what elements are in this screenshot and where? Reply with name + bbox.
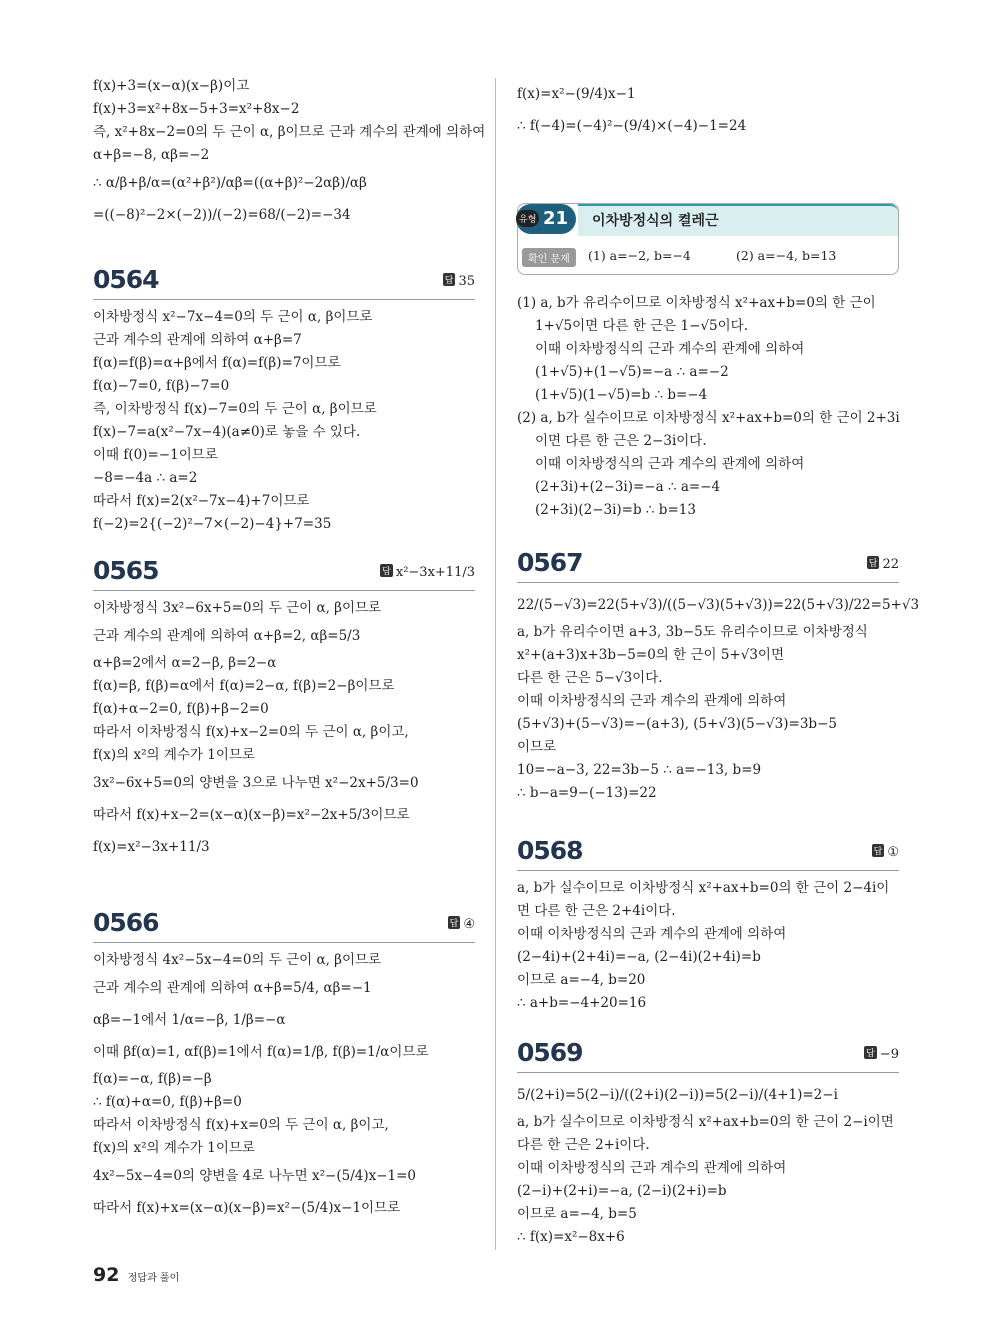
- solution-line: x²+(a+3)x+3b−5=0의 한 근이 5+√3이면: [517, 647, 784, 663]
- solution-line: 이차방정식 3x²−6x+5=0의 두 근이 α, β이므로: [93, 600, 382, 616]
- solution-line: (2+3i)(2−3i)=b ∴ b=13: [535, 502, 696, 518]
- problem-header: [517, 548, 899, 583]
- solution-line: f(x)=x²−(9/4)x−1: [517, 86, 636, 102]
- solution-line: ∴ f(−4)=(−4)²−(9/4)×(−4)−1=24: [517, 118, 747, 134]
- problem-0567: [517, 548, 920, 805]
- problem-number: 0564: [93, 265, 159, 294]
- type-tag: 유형: [516, 210, 539, 227]
- solution-line: 다른 한 근은 5−√3이다.: [517, 670, 663, 686]
- type-21-solution: [517, 292, 899, 522]
- solution-line: f(α)=β, f(β)=α에서 f(α)=2−α, f(β)=2−β이므로: [93, 678, 395, 694]
- answer-value: 35: [458, 274, 475, 289]
- solution-line: 이므로: [517, 739, 557, 755]
- type-number: 21: [516, 204, 576, 234]
- solution-line: αβ=−1에서 1/α=−β, 1/β=−α: [93, 1012, 286, 1028]
- footer-label: 정답과 풀이: [127, 1273, 180, 1284]
- solution-line: (2+3i)+(2−3i)=−a ∴ a=−4: [535, 479, 721, 495]
- solution-line: 따라서 f(x)+x=(x−α)(x−β)=x²−(5/4)x−1이므로: [93, 1200, 401, 1216]
- check-answer-2: (2) a=−4, b=13: [736, 248, 837, 263]
- solution-line: α+β=−8, αβ=−2: [93, 147, 210, 163]
- type-title: 이차방정식의 켤레근: [578, 204, 898, 236]
- solution-line: f(x)+3=(x−α)(x−β)이고: [93, 78, 250, 94]
- problem-number: 0566: [93, 908, 159, 937]
- solution-line: =((−8)²−2×(−2))/(−2)=68/(−2)=−34: [93, 207, 351, 223]
- solution-line: 4x²−5x−4=0의 양변을 4로 나누면 x²−(5/4)x−1=0: [93, 1168, 417, 1184]
- problem-0569: [517, 1038, 899, 1249]
- solution-line: ∴ f(x)=x²−8x+6: [517, 1229, 625, 1245]
- solution-line: (2−4i)+(2+4i)=−a, (2−4i)(2+4i)=b: [517, 949, 761, 965]
- answer-value: ①: [887, 845, 899, 860]
- problem-header: [93, 908, 475, 943]
- solution-line: 근과 계수의 관계에 의하여 α+β=2, αβ=5/3: [93, 628, 361, 644]
- solution-line: f(α)−7=0, f(β)−7=0: [93, 378, 230, 394]
- solution-line: f(x)=x²−3x+11/3: [93, 839, 210, 855]
- solution-line: ∴ b−a=9−(−13)=22: [517, 785, 657, 801]
- solution-line: a, b가 유리수이면 a+3, 3b−5도 유리수이므로 이차방정식: [517, 624, 868, 640]
- solution-line: 근과 계수의 관계에 의하여 α+β=7: [93, 332, 302, 348]
- solution-line: f(−2)=2{(−2)²−7×(−2)−4}+7=35: [93, 516, 332, 532]
- solution-line: (2−i)+(2+i)=−a, (2−i)(2+i)=b: [517, 1183, 727, 1199]
- answer-value: ④: [463, 917, 475, 932]
- solution-line: 이므로 a=−4, b=20: [517, 972, 646, 988]
- problem-0568: [517, 836, 899, 1015]
- solution-line: 이때 이차방정식의 근과 계수의 관계에 의하여: [517, 1160, 787, 1176]
- solution-line: ∴ α/β+β/α=(α²+β²)/αβ=((α+β)²−2αβ)/αβ: [93, 175, 367, 191]
- solution-line: (2) a, b가 실수이므로 이차방정식 x²+ax+b=0의 한 근이 2+3i: [517, 410, 900, 426]
- problem-0564: [93, 265, 475, 536]
- solution-line: 1+√5이면 다른 한 근은 1−√5이다.: [535, 318, 749, 334]
- solution-line: a, b가 실수이므로 이차방정식 x²+ax+b=0의 한 근이 2−i이면: [517, 1114, 894, 1130]
- solution-line: (5+√3)+(5−√3)=−(a+3), (5+√3)(5−√3)=3b−5: [517, 716, 837, 732]
- solution-line: 22/(5−√3)=22(5+√3)/((5−√3)(5+√3))=22(5+√3)/22=5+√3: [517, 597, 920, 613]
- answer: [448, 916, 475, 932]
- solution-line: 이므로 a=−4, b=5: [517, 1206, 637, 1222]
- column-divider: [495, 78, 496, 1250]
- answer-badge: 답: [867, 556, 880, 569]
- problem-number: 0568: [517, 836, 583, 865]
- solution-line: a, b가 실수이므로 이차방정식 x²+ax+b=0의 한 근이 2−4i이: [517, 880, 890, 896]
- solution-line: 이면 다른 한 근은 2−3i이다.: [535, 433, 707, 449]
- solution-line: 이때 이차방정식의 근과 계수의 관계에 의하여: [517, 693, 787, 709]
- problem-header: [93, 265, 475, 300]
- solution-line: 3x²−6x+5=0의 양변을 3으로 나누면 x²−2x+5/3=0: [93, 775, 419, 791]
- problem-header: [517, 836, 899, 871]
- solution-line: ∴ a+b=−4+20=16: [517, 995, 647, 1011]
- solution-line: (1+√5)+(1−√5)=−a ∴ a=−2: [535, 364, 729, 380]
- problem-0566: [93, 908, 475, 1224]
- problem-number: 0565: [93, 556, 159, 585]
- solution-line: 따라서 f(x)=2(x²−7x−4)+7이므로: [93, 493, 310, 509]
- solution-line: −8=−4a ∴ a=2: [93, 470, 198, 486]
- solution-line: 이때 이차방정식의 근과 계수의 관계에 의하여: [535, 341, 805, 357]
- solution-line: 10=−a−3, 22=3b−5 ∴ a=−13, b=9: [517, 762, 762, 778]
- solution-line: 5/(2+i)=5(2−i)/((2+i)(2−i))=5(2−i)/(4+1)=2−i: [517, 1087, 838, 1103]
- answer-badge: 답: [872, 844, 885, 857]
- answer-value: −9: [879, 1047, 899, 1062]
- answer-badge: 답: [448, 916, 461, 929]
- answer: [380, 564, 475, 580]
- check-answer-1: (1) a=−2, b=−4: [588, 248, 691, 263]
- right-intro-solution: [517, 78, 899, 142]
- solution-line: 따라서 이차방정식 f(x)+x=0의 두 근이 α, β이고,: [93, 1117, 389, 1133]
- solution-line: 따라서 f(x)+x−2=(x−α)(x−β)=x²−2x+5/3이므로: [93, 807, 410, 823]
- answer-badge: 답: [443, 273, 456, 286]
- solution-line: f(x)−7=a(x²−7x−4)(a≠0)로 놓을 수 있다.: [93, 424, 361, 440]
- answer-value: 22: [882, 557, 899, 572]
- solution-line: 이차방정식 x²−7x−4=0의 두 근이 α, β이므로: [93, 309, 373, 325]
- solution-line: 즉, 이차방정식 f(x)−7=0의 두 근이 α, β이므로: [93, 401, 377, 417]
- solution-line: 다른 한 근은 2+i이다.: [517, 1137, 650, 1153]
- solution-line: 이때 이차방정식의 근과 계수의 관계에 의하여: [535, 456, 805, 472]
- solution-line: 이때 βf(α)=1, αf(β)=1에서 f(α)=1/β, f(β)=1/α이므로: [93, 1044, 429, 1060]
- answer-value: x²−3x+11/3: [395, 565, 475, 580]
- type-21-box: [517, 203, 899, 275]
- solution-line: 이차방정식 4x²−5x−4=0의 두 근이 α, β이므로: [93, 952, 382, 968]
- left-intro-solution: [93, 75, 486, 231]
- solution-line: (1) a, b가 유리수이므로 이차방정식 x²+ax+b=0의 한 근이: [517, 295, 876, 311]
- solution-line: f(x)의 x²의 계수가 1이므로: [93, 1140, 255, 1156]
- solution-line: 따라서 이차방정식 f(x)+x−2=0의 두 근이 α, β이고,: [93, 724, 409, 740]
- solution-line: 근과 계수의 관계에 의하여 α+β=5/4, αβ=−1: [93, 980, 372, 996]
- problem-0565: [93, 556, 475, 863]
- answer-badge: 답: [380, 564, 393, 577]
- solution-line: f(x)의 x²의 계수가 1이므로: [93, 747, 255, 763]
- page-number: 92: [93, 1264, 120, 1286]
- solution-line: 즉, x²+8x−2=0의 두 근이 α, β이므로 근과 계수의 관계에 의하여: [93, 124, 486, 140]
- solution-line: f(x)+3=x²+8x−5+3=x²+8x−2: [93, 101, 300, 117]
- solution-line: f(α)+α−2=0, f(β)+β−2=0: [93, 701, 269, 717]
- problem-header: [93, 556, 475, 591]
- check-label: 확인 문제: [522, 248, 576, 267]
- answer-badge: 답: [864, 1046, 877, 1059]
- problem-number: 0569: [517, 1038, 583, 1067]
- solution-line: (1+√5)(1−√5)=b ∴ b=−4: [535, 387, 708, 403]
- answer: [443, 273, 475, 289]
- solution-line: ∴ f(α)+α=0, f(β)+β=0: [93, 1094, 242, 1110]
- solution-line: α+β=2에서 α=2−β, β=2−α: [93, 655, 277, 671]
- solution-line: f(α)=−α, f(β)=−β: [93, 1071, 212, 1087]
- solution-line: 이때 이차방정식의 근과 계수의 관계에 의하여: [517, 926, 787, 942]
- answer: [867, 556, 899, 572]
- solution-line: 면 다른 한 근은 2+4i이다.: [517, 903, 676, 919]
- answer: [872, 844, 899, 860]
- page-footer: [93, 1264, 179, 1286]
- solution-line: f(α)=f(β)=α+β에서 f(α)=f(β)=7이므로: [93, 355, 341, 371]
- problem-header: [517, 1038, 899, 1073]
- solution-line: 이때 f(0)=−1이므로: [93, 447, 218, 463]
- problem-number: 0567: [517, 548, 583, 577]
- answer: [864, 1046, 899, 1062]
